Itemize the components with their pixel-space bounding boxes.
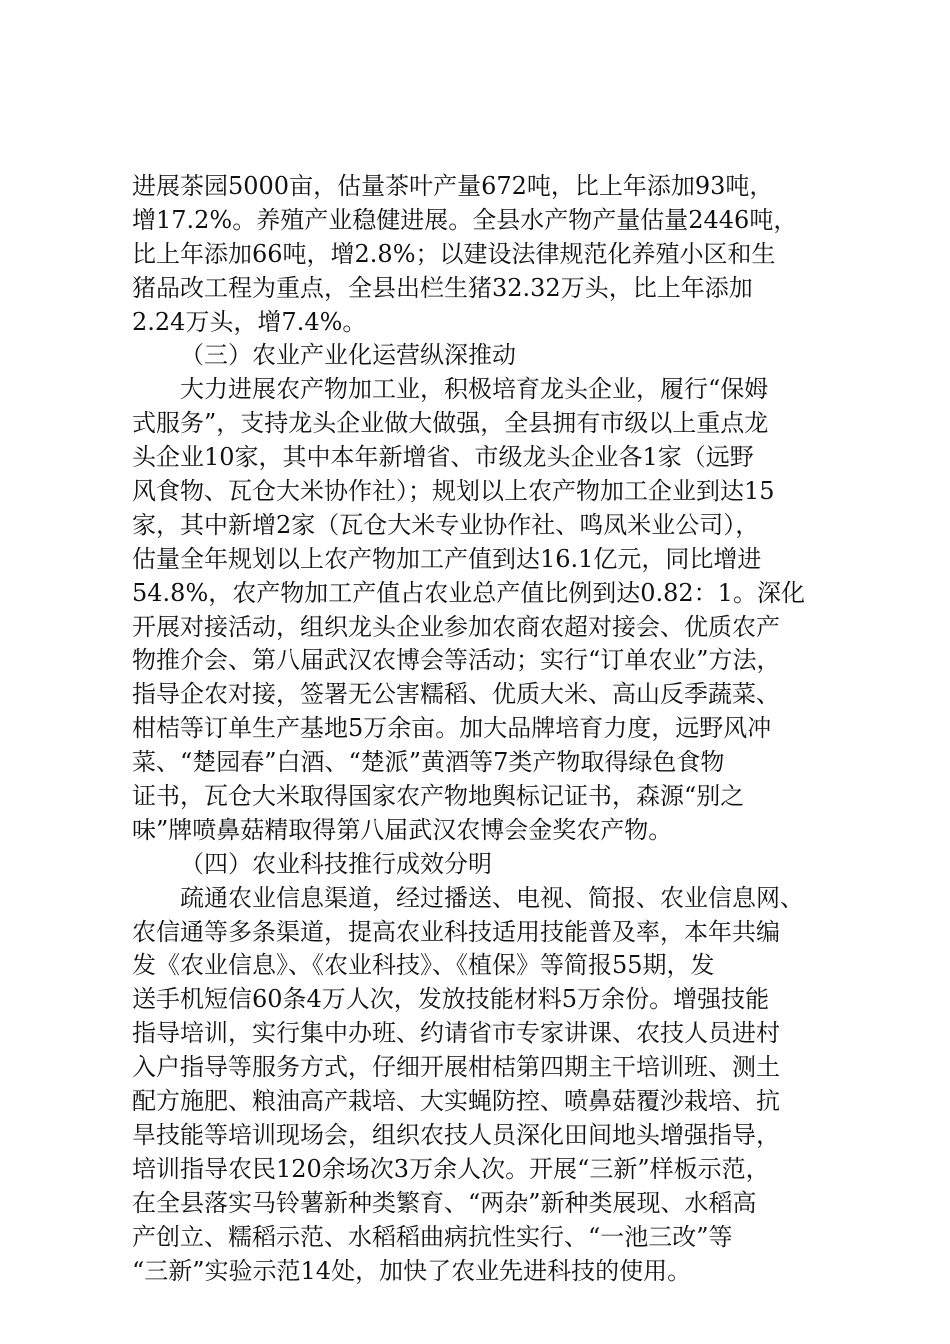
section-heading-3: （三）农业产业化运营纵深推动 xyxy=(180,341,516,370)
text-line: 指导企农对接，签署无公害糯稻、优质大米、高山反季蔬菜、 xyxy=(132,680,780,709)
text-line: 增17.2%。养殖产业稳健进展。全县水产物产量估量2446吨， xyxy=(132,205,798,234)
document-body xyxy=(132,170,832,1288)
text-line: 头企业10家，其中本年新增省、市级龙头企业各1家（远野 xyxy=(132,443,754,472)
text-line: 旱技能等培训现场会，组织农技人员深化田间地头增强指导， xyxy=(132,1120,780,1149)
text-line: 味”牌喷鼻菇精取得第八届武汉农博会金奖农产物。 xyxy=(132,815,673,844)
text-line: 大力进展农产物加工业，积极培育龙头企业，履行“保姆 xyxy=(180,375,769,404)
text-line: 指导培训，实行集中办班、约请省市专家讲课、农技人员进村 xyxy=(132,1019,780,1048)
text-line: 家，其中新增2家（瓦仓大米专业协作社、鸣凤米业公司）， xyxy=(132,510,760,539)
text-line: 菜、“楚园春”白酒、“楚派”黄酒等7类产物取得绿色食物 xyxy=(132,748,725,777)
text-line: 配方施肥、粮油高产栽培、大实蝇防控、喷鼻菇覆沙栽培、抗 xyxy=(132,1087,780,1116)
text-line: 风食物、瓦仓大米协作社）；规划以上农产物加工企业到达15 xyxy=(132,477,775,506)
text-line: “三新”实验示范14处，加快了农业先进科技的使用。 xyxy=(132,1256,692,1285)
text-line: 疏通农业信息渠道，经过播送、电视、简报、农业信息网、 xyxy=(180,883,804,912)
text-line: 产创立、糯稻示范、水稻稻曲病抗性实行、“一池三改”等 xyxy=(132,1222,733,1251)
text-line: 比上年添加66吨，增2.8%；以建设法律规范化养殖小区和生 xyxy=(132,239,776,268)
text-line: 培训指导农民120余场次3万余人次。开展“三新”样板示范， xyxy=(132,1154,770,1183)
text-line: 2.24万头，增7.4%。 xyxy=(132,307,367,336)
text-line: 进展茶园5000亩，估量茶叶产量672吨，比上年添加93吨， xyxy=(132,172,774,200)
text-line: 物推介会、第八届武汉农博会等活动；实行“订单农业”方法， xyxy=(132,646,781,675)
text-line: 农信通等多条渠道，提高农业科技适用技能普及率，本年共编 xyxy=(132,917,780,946)
text-line: 估量全年规划以上农产物加工产值到达16.1亿元，同比增进 xyxy=(132,544,762,573)
section-heading-4: （四）农业科技推行成效分明 xyxy=(180,849,492,878)
text-line: 证书，瓦仓大米取得国家农产物地舆标记证书，森源“别之 xyxy=(132,782,745,811)
text-line: 在全县落实马铃薯新种类繁育、“两杂”新种类展现、水稻高 xyxy=(132,1188,757,1217)
text-line: 送手机短信60条4万人次，发放技能材料5万余份。增强技能 xyxy=(132,985,770,1014)
text-line: 开展对接活动，组织龙头企业参加农商农超对接会、优质农产 xyxy=(132,612,780,641)
text-line: 式服务”，支持龙头企业做大做强，全县拥有市级以上重点龙 xyxy=(132,409,769,438)
text-line: 柑桔等订单生产基地5万余亩。加大品牌培育力度，远野风冲 xyxy=(132,714,772,743)
text-line: 54.8%，农产物加工产值占农业总产值比例到达0.82：1。深化 xyxy=(132,578,805,607)
text-line: 发《农业信息》、《农业科技》、《植保》等简报55期，发 xyxy=(132,951,715,980)
text-line: 入户指导等服务方式，仔细开展柑桔第四期主干培训班、测土 xyxy=(132,1053,780,1082)
text-line: 猪品改工程为重点，全县出栏生猪32.32万头，比上年添加 xyxy=(132,273,753,302)
